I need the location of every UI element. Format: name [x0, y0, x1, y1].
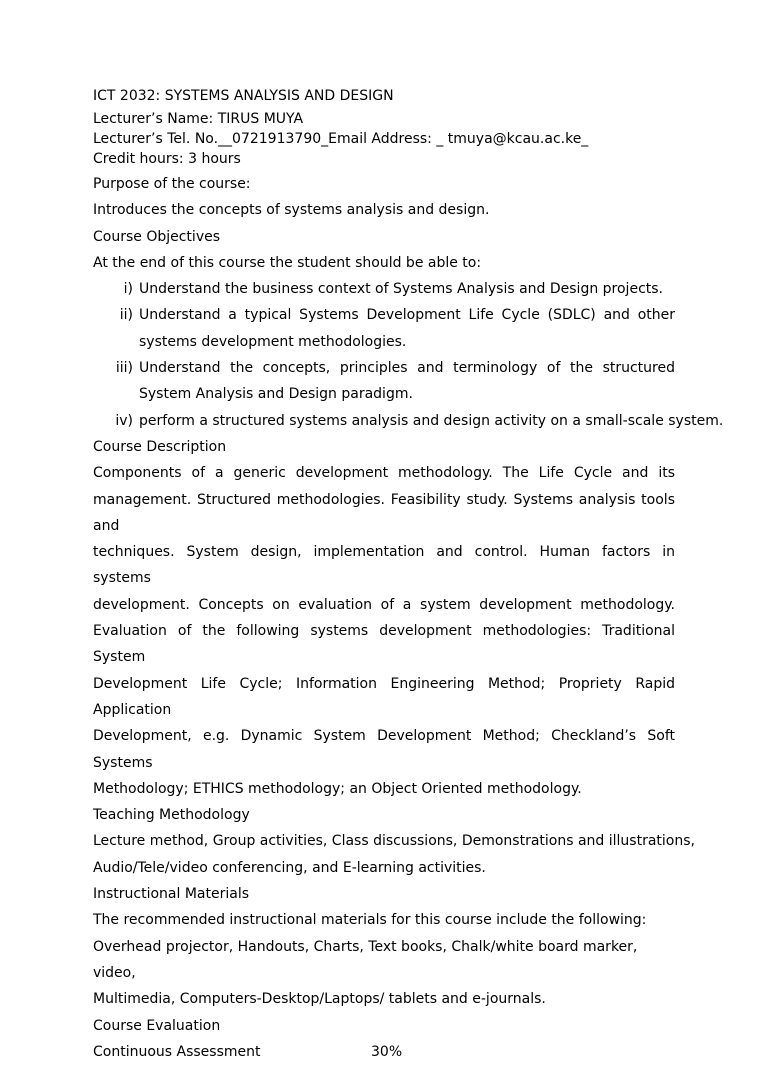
- objective-text: perform a structured systems analysis and design activity on a small-scale system.: [139, 412, 724, 429]
- materials-line: video,: [93, 964, 136, 981]
- teaching-line: Audio/Tele/video conferencing, and E-learning activities.: [93, 859, 486, 876]
- course-title: ICT 2032: SYSTEMS ANALYSIS AND DESIGN: [93, 88, 394, 104]
- objective-number: iii): [115, 360, 133, 377]
- objective-item: [93, 408, 724, 434]
- evaluation-label: Continuous Assessment: [93, 1043, 261, 1060]
- materials-heading: Instructional Materials: [93, 886, 250, 903]
- objective-item: [93, 302, 675, 355]
- description-body: [93, 460, 675, 802]
- objective-text: Understand the business context of Systems Analysis and Design projects.: [139, 281, 663, 298]
- credit-hours-line: [93, 150, 675, 169]
- lecturer-name-label: Lecturer’s Name:: [93, 111, 214, 127]
- credit-hours-value: 3 hours: [188, 151, 241, 167]
- materials-line: Overhead projector, Handouts, Charts, Text books, Chalk/white board marker,: [93, 938, 638, 955]
- objectives-heading: Course Objectives: [93, 228, 221, 245]
- evaluation-heading: Course Evaluation: [93, 1017, 221, 1034]
- objectives-intro: At the end of this course the student should be able to:: [93, 254, 482, 271]
- materials-line: Multimedia, Computers-Desktop/Laptops/ tablets and e-journals.: [93, 991, 546, 1008]
- lecturer-name-line: [93, 110, 675, 129]
- objectives-list: [93, 276, 724, 434]
- purpose-heading: Purpose of the course:: [93, 176, 251, 192]
- description-line: Development Life Cycle; Information Engineering Method; Propriety Rapid Application: [93, 675, 675, 718]
- evaluation-row: [93, 1039, 675, 1065]
- description-line: development. Concepts on evaluation of a system development methodology.: [93, 596, 675, 613]
- teaching-heading: Teaching Methodology: [93, 807, 250, 824]
- evaluation-value: 30%: [371, 1043, 403, 1060]
- description-line: management. Structured methodologies. Feasibility study. Systems analysis tools and: [93, 491, 675, 534]
- objective-number: i): [123, 281, 133, 298]
- description-line: Methodology; ETHICS methodology; an Object Oriented methodology.: [93, 780, 582, 797]
- objective-text: Understand the concepts, principles and terminology of the structured System Analysis and Design paradigm.: [139, 360, 675, 403]
- objective-item: [93, 276, 675, 302]
- description-line: Development, e.g. Dynamic System Development Method; Checkland’s Soft Systems: [93, 728, 675, 771]
- materials-line: The recommended instructional materials for this course include the following:: [93, 912, 647, 929]
- objective-number: ii): [119, 307, 133, 324]
- lecturer-name: TIRUS MUYA: [217, 111, 304, 127]
- description-line: Components of a generic development methodology. The Life Cycle and its: [93, 465, 675, 482]
- lecturer-contact-line: Lecturer’s Tel. No.__0721913790_Email Address: _ tmuya@kcau.ac.ke_: [93, 131, 589, 147]
- objective-number: iv): [115, 412, 133, 429]
- credit-hours-label: Credit hours:: [93, 151, 184, 167]
- objective-text: Understand a typical Systems Development Life Cycle (SDLC) and other systems development methodologies.: [139, 307, 675, 350]
- objective-item: [93, 355, 675, 408]
- description-heading: Course Description: [93, 438, 227, 455]
- document-page: [93, 86, 724, 1065]
- teaching-line: Lecture method, Group activities, Class discussions, Demonstrations and illustrations,: [93, 833, 695, 850]
- description-line: techniques. System design, implementation and control. Human factors in systems: [93, 544, 675, 587]
- purpose-text: Introduces the concepts of systems analysis and design.: [93, 202, 490, 219]
- description-line: Evaluation of the following systems development methodologies: Traditional System: [93, 623, 675, 666]
